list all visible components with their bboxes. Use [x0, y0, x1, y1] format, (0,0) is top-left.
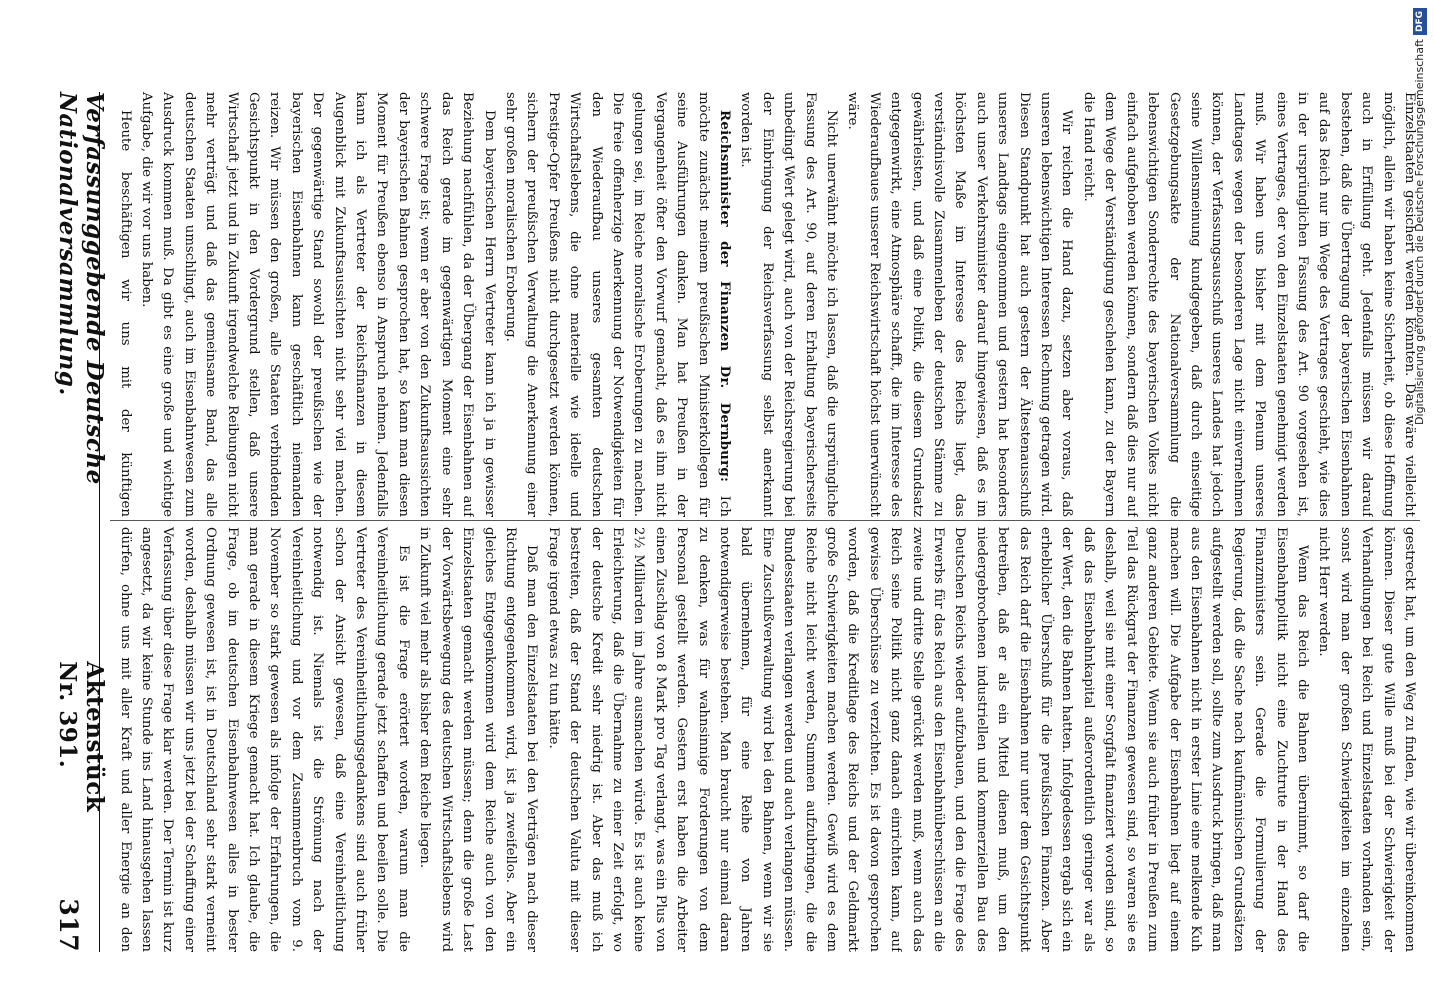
column-divider: [110, 520, 1420, 521]
paragraph: Heute beschäftigen wir uns mit der künftigen: [117, 110, 133, 517]
document-label: Aktenstück Nr. 391.: [54, 661, 108, 813]
paragraph: Es ist die Frage erörtert worden, warum man die Vereinheitlichung gerade jetzt schaffen und beeilen solle. Die Vertreter des Vereinheitlichungsgedankens sind auch früher schon der Ansicht gewesen, daß eine Vereinheitlichung notwendig ist. Niemals ist die Strömung nach der Vereinheitlichung und vor dem Zusammenbruch vom 9. November so stark gewesen als infolge der Erfahrungen, die man gerade in diesem Kriege gemacht hat. Ich glaube, die Frage, ob im deutschen Eisenbahnwesen alles in bester Ordnung gewesen ist, ist in Deutschland sehr stark verneint worden, deshalb müssen wir uns jetzt bei der Schaffung einer Verfassung über diese Frage klar werden. Der Termin ist kurz angesetzt, da wir keine Stunde ins Land hinausgehen lassen dürfen, ohne uns mit aller Kraft und aller Energie an den: [117, 527, 411, 952]
paragraph: Einzelstaaten gesichert werden könnten. Das wäre vielleicht möglich, allein wir haben keine Sicherheit, ob diese Hoffnung auch in Erfüllung geht. Jedenfalls müssen wir darauf bestehen, daß die Übertragung der bayerischen Eisenbahnen auf das Reich nur im Wege des Vertrages geschieht, wie dies in der ursprünglichen Fassung des Art. 90 vorgesehen ist, eines Vertrages, der von den Einzelstaaten genehmigt werden muß. Wir haben uns bisher mit dem Plenum unseres Landtages wegen der besonderen Lage nicht einvernehmen können, der Verfassungsausschuß unseres Landes hat jedoch seine Willensmeinung kundgegeben, daß durch einseitige Gesetzgebungsakte der Nationalversammlung die lebenswichtigen Sonderrechte des bayerischen Volkes nicht einfach aufgehoben werden können, sondern daß dies nur auf dem Wege der Verständigung geschehen kann, zu der Bayern die Hand reicht.: [1080, 92, 1417, 517]
page-title: Verfassunggebende Deutsche Nationalversammlung.: [54, 92, 108, 485]
paragraph: gestreckt hat, um den Weg zu finden, wie wir übereinkommen können. Dieser gute Wille muß bei der Schwierigkeit der Verhandlungen bei Reich und Einzelstaaten vorhanden sein, sonst wird man der großen Schwierigkeiten im einzelnen nicht Herr werden.: [1316, 527, 1417, 952]
page-number: 317: [54, 898, 83, 952]
speech-text: Ich möchte zunächst meinem preußischen Ministerkollegen für seine Ausführungen danken. Man hat Preußen in der Vergangenheit öfter den Vorwurf gemacht, daß es ihm nicht gelungen sei, im Reiche moralische Eroberungen zu machen. Die freie offenherzige Anerkennung der Notwendigkeiten für den Wiederaufbau unseres gesamten deutschen Wirtschaftslebens, die ohne materielle wie ideelle und Prestige-Opfer Preußens nicht durchgesetzt werden können, sichern der preußischen Verwaltung die Anerkennung einer sehr großen moralischen Eroberung.: [502, 92, 732, 517]
running-head: [54, 92, 108, 952]
speaker-name: Reichsminister der Finanzen Dr. Dernburg:: [717, 110, 732, 483]
paragraph: Nicht unerwähnt möchte ich lassen, daß die ursprüngliche Fassung des Art. 90, auf deren Erhaltung bayerischerseits unbedingt Wert gelegt wird, auch von der Reichsregierung bei der Einbringung der Reichsverfassung selbst anerkannt worden ist.: [738, 92, 840, 517]
header-rule: [99, 92, 100, 952]
credit-text: Digitalisierung gefördert durch die Deutsche Forschungsgemeinschaft: [1413, 39, 1426, 425]
paragraph: Daß man den Einzelstaaten bei den Verträgen nach dieser Richtung entgegenkommen wird, ist ja zweifellos. Aber ein gleiches Entgegenkommen wird dem Reiche auch von den Einzelstaaten gemacht werden müssen; denn die große Last der Vorwärtsbewegung des deutschen Wirtschaftslebens wird in Zukunft viel mehr als bisher dem Reiche liegen.: [417, 527, 540, 952]
credit-line: [1409, 8, 1431, 992]
text-column-left: [114, 92, 1434, 517]
paragraph: Wir reichen die Hand dazu, setzen aber voraus, daß unseren lebenswichtigen Interessen Rechnung getragen wird. Diesen Standpunkt hat auch gestern der Ältestenausschuß unseres Landtags eingenommen und gestern hat besonders auch unser Verkehrsminister darauf hingewiesen, daß es im höchsten Maße im Interesse des Reichs liegt, das verständnisvolle Zusammenleben der deutschen Stämme zu gewährleisten, und daß eine Politik, die diesem Grundsatz entgegenwirkt, eine Atmosphäre schafft, die im Interesse des Wiederaufbaues unserer Reichswirtschaft höchst unerwünscht wäre.: [845, 92, 1075, 517]
paragraph: Dem bayerischen Herrn Vertreter kann ich ja in gewisser Beziehung nachfühlen, da der Übergang der Eisenbahnen auf das Reich gerade im gegenwärtigen Moment eine sehr schwere Frage ist; wenn er aber von den Zukunftsaussichten der bayerischen Bahnen gesprochen hat, so kann man diesen Moment für Preußen ebenso in Anspruch nehmen. Jedenfalls kann ich als Vertreter der Reichsfinanzen in diesem Augenblick mit Zukunftsaussichten nicht sehr viel machen. Der gegenwärtige Stand sowohl der preußischen wie der bayerischen Eisenbahnen kann geschäftlich niemanden reizen. Wir müssen den großen, alle Staaten verbindenden Gesichtspunkt in den Vordergrund stellen, daß unsere Wirtschaft jetzt und in Zukunft irgendwelche Reibungen nicht mehr verträgt und daß das gemeinsame Band, das alle deutschen Staaten umschlingt, auch im Eisenbahnwesen zum Ausdruck kommen muß. Da gibt es eine große und wichtige Aufgabe, die wir vor uns haben.: [139, 92, 497, 517]
digitization-credit: [1409, 8, 1431, 992]
paragraph: Wenn das Reich die Bahnen übernimmt, so darf die Eisenbahnpolitik nicht eine Zuchtrute in der Hand des Finanzministers sein. Gerade die Formulierung der Regierung, daß die Sache nach kaufmännischen Grundsätzen aufgestellt werden soll, sollte zum Ausdruck bringen, daß man aus den Eisenbahnen nicht in erster Linie eine melkende Kuh machen will. Die Aufgabe der Eisenbahnen liegt auf einem ganz anderen Gebiete. Wenn sie auch früher in Preußen zum Teil das Rückgrat der Finanzen gewesen sind, so waren sie es deshalb, weil sie mit einer Sorgfalt finanziert worden sind, so daß das Eisenbahnkapital außerordentlich geringer war als der Wert, den die Bahnen hatten. Infolgedessen ergab sich ein erheblicher Überschuß für die preußischen Finanzen. Aber das Reich darf die Eisenbahnen nur unter dem Gesichtspunkt betreiben, daß er als ein Mittel dienen muß, um den niedergebrochenen industriellen und kommerziellen Bau des Deutschen Reichs wieder aufzubauen, und den die Frage des Erwerbs für das Reich aus den Eisenbahnüberschüssen an die zweite und dritte Stelle gerückt werden muß, wenn auch das Reich seine Politik nicht ganz danach einrichten kann, auf gewisse Überschüsse zu verzichten. Es ist davon gesprochen worden, daß die Kreditlage des Reichs und der Geldmarkt große Schwierigkeiten machen werden. Gewiß wird es dem Reiche nicht leicht werden, Summen aufzubringen, die die Bundesstaaten verlangen werden und auch verlangen müssen. Eine Zuschußverwaltung wird bei den Bahnen, wenn wir sie bald übernehmen, für eine Reihe von Jahren notwendigerweise bestehen. Man braucht nur einmal daran zu denken, was für wahnsinnige Forderungen von dem Personal gestellt werden. Gestern erst haben die Arbeiter einen Zuschlag von 8 Mark pro Tag verlangt, was ein Plus von 2½ Milliarden im Jahre ausmachen würde. Es ist auch keine Erleichterung, daß die Übernahme zu einer Zeit erfolgt, wo der deutsche Kredit sehr niedrig ist. Aber das muß ich bestreiten, daß der Stand der deutschen Valuta mit dieser Frage irgend etwas zu tun hätte.: [545, 527, 1310, 952]
text-column-right: [114, 527, 1434, 952]
speech-paragraph: [500, 92, 735, 517]
dfg-logo: DFG: [1413, 8, 1427, 35]
